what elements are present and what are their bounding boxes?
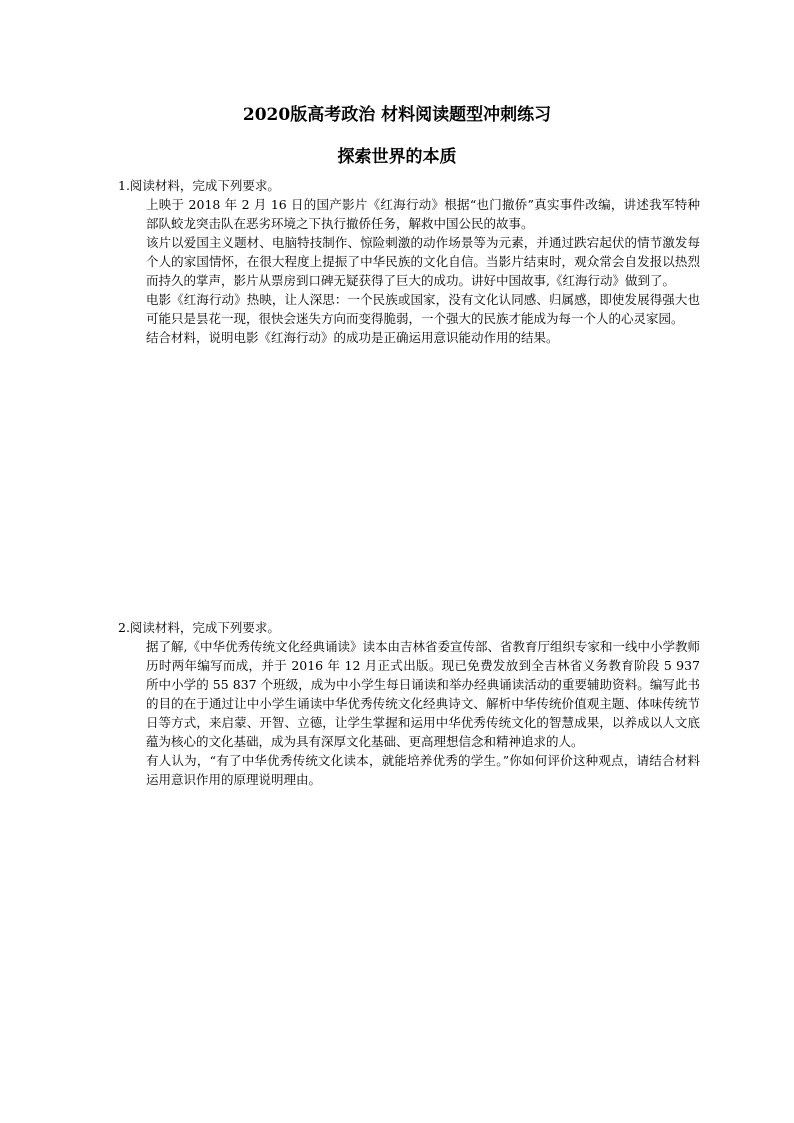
- question-1-paragraph-3: 电影《红海行动》热映，让人深思：一个民族或国家，没有文化认同感、归属感，即使发展得强大也可能只是昙花一现，很快会迷失方向而变得脆弱，一个强大的民族才能成为每一个人的心灵家园。: [146, 292, 700, 326]
- question-1-paragraph-2: 该片以爱国主义题材、电脑特技制作、惊险刺激的动作场景等为元素，并通过跌宕起伏的情节激发每个人的家国情怀，在很大程度上提振了中华民族的文化自信。当影片结束时，观众常会自发报以热烈而持久的掌声，影片从票房到口碑无疑获得了巨大的成功。讲好中国故事,《红海行动》做到了。: [146, 235, 700, 288]
- question-2: [118, 618, 700, 789]
- question-2-heading: 2.阅读材料，完成下列要求。: [118, 620, 280, 635]
- document-subtitle: 探索世界的本质: [337, 147, 457, 167]
- question-1-prompt: 结合材料，说明电影《红海行动》的成功是正确运用意识能动作用的结果。: [146, 330, 559, 345]
- question-1-paragraph-1: 上映于 2018 年 2 月 16 日的国产影片《红海行动》根据“也门撤侨”真实事件改编，讲述我军特种部队蛟龙突击队在恶劣环境之下执行撤侨任务，解救中国公民的故事。: [146, 197, 700, 231]
- question-1: [118, 176, 700, 347]
- question-1-heading: 1.阅读材料，完成下列要求。: [118, 178, 280, 193]
- question-2-paragraph-1: 据了解,《中华优秀传统文化经典诵读》读本由吉林省委宣传部、省教育厅组织专家和一线中小学教师历时两年编写而成，并于 2016 年 12 月正式出版。现已免费发放到全吉林省义务教育阶段 5 937 所中小学的 55 837 个班级，成为中小学生每日诵读和举办经典诵读活动的重要辅助资料。编写此书的目的在于通过让中小学生诵读中华优秀传统文化经典诗文、解析中华传统价值观主题、体味传统节日等方式，来启蒙、开智、立德，让学生掌握和运用中华优秀传统文化的智慧成果，以养成以人文底蕴为核心的文化基础，成为具有深厚文化基础、更高理想信念和精神追求的人。: [146, 639, 700, 749]
- document-title: 2020版高考政治 材料阅读题型冲刺练习: [242, 105, 552, 125]
- question-2-prompt: 有人认为，“有了中华优秀传统文化读本，就能培养优秀的学生。”你如何评价这种观点，请结合材料运用意识作用的原理说明理由。: [146, 753, 700, 787]
